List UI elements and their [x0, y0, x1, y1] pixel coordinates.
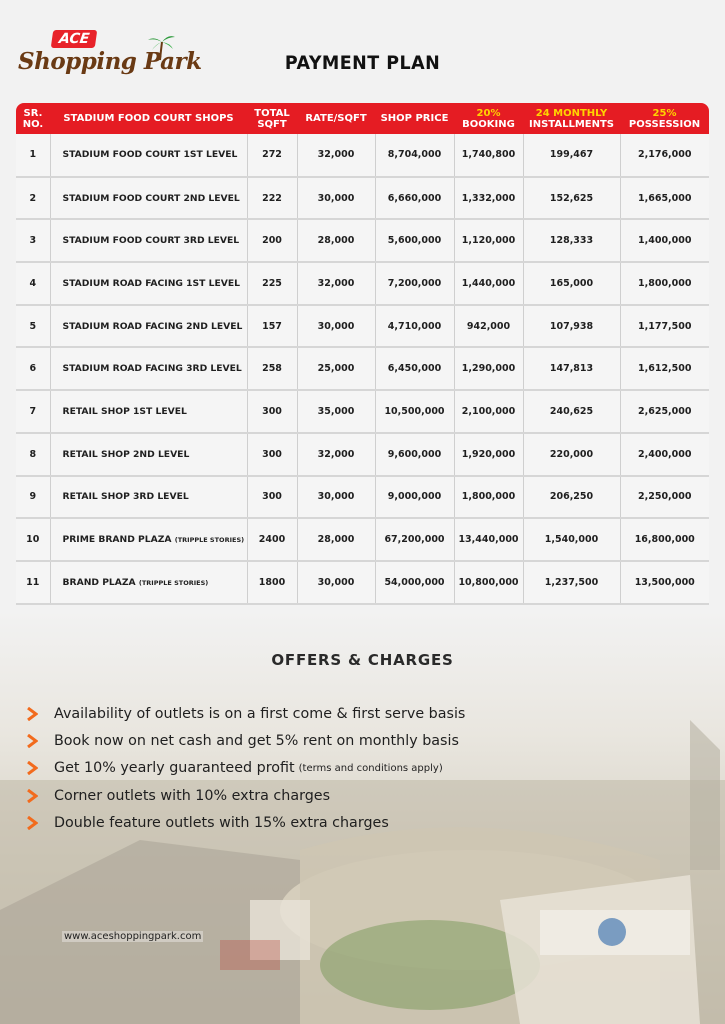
table-body — [16, 134, 709, 604]
chevron-right-icon — [26, 789, 54, 803]
row-shop-price: 6,450,000 — [375, 347, 454, 390]
row-sr-no: 3 — [16, 219, 50, 262]
row-shop-name — [50, 305, 247, 348]
row-total-sqft: 300 — [247, 476, 297, 519]
row-sr-no: 9 — [16, 476, 50, 519]
offer-text: Double feature outlets with 15% extra charges — [54, 814, 389, 831]
offers-title: OFFERS & CHARGES — [271, 651, 454, 669]
row-possession: 1,665,000 — [620, 177, 709, 220]
table-row — [16, 347, 709, 390]
shop-name-text: STADIUM ROAD FACING 2ND LEVEL — [62, 320, 243, 332]
row-rate-sqft: 28,000 — [297, 219, 375, 262]
row-shop-name — [50, 219, 247, 262]
row-rate-sqft: 30,000 — [297, 177, 375, 220]
header-total-sqft: TOTAL SQFT — [247, 103, 297, 134]
row-total-sqft: 225 — [247, 262, 297, 305]
row-shop-price: 67,200,000 — [375, 518, 454, 561]
table-row — [16, 262, 709, 305]
header-possession: 25% POSSESSION — [620, 103, 709, 134]
row-rate-sqft: 28,000 — [297, 518, 375, 561]
row-rate-sqft: 25,000 — [297, 347, 375, 390]
row-total-sqft: 222 — [247, 177, 297, 220]
row-shop-name — [50, 561, 247, 604]
logo-badge: ACE — [51, 30, 98, 48]
row-booking: 1,920,000 — [454, 433, 523, 476]
row-installments: 240,625 — [523, 390, 620, 433]
chevron-right-icon — [26, 734, 54, 748]
table-row — [16, 390, 709, 433]
shop-name-text: BRAND PLAZA — [62, 576, 136, 588]
row-sr-no: 10 — [16, 518, 50, 561]
table-row — [16, 177, 709, 220]
row-shop-price: 6,660,000 — [375, 177, 454, 220]
row-shop-price: 9,600,000 — [375, 433, 454, 476]
header-installments: 24 MONTHLY INSTALLMENTS — [523, 103, 620, 134]
offer-item — [26, 727, 586, 754]
row-shop-price: 54,000,000 — [375, 561, 454, 604]
row-booking: 10,800,000 — [454, 561, 523, 604]
row-total-sqft: 1800 — [247, 561, 297, 604]
row-booking: 942,000 — [454, 305, 523, 348]
row-shop-price: 7,200,000 — [375, 262, 454, 305]
row-possession: 16,800,000 — [620, 518, 709, 561]
table-row — [16, 476, 709, 519]
shop-name-text: STADIUM FOOD COURT 3RD LEVEL — [62, 235, 240, 247]
row-sr-no: 7 — [16, 390, 50, 433]
table-row — [16, 305, 709, 348]
table-header-row — [16, 103, 709, 134]
row-booking: 2,100,000 — [454, 390, 523, 433]
row-booking: 1,740,800 — [454, 134, 523, 177]
website-link[interactable]: www.aceshoppingpark.com — [64, 931, 202, 942]
offer-text: Corner outlets with 10% extra charges — [54, 787, 331, 804]
row-sr-no: 5 — [16, 305, 50, 348]
row-shop-name — [50, 518, 247, 561]
offer-text: Book now on net cash and get 5% rent on monthly basis — [54, 732, 459, 749]
row-possession: 2,625,000 — [620, 390, 709, 433]
row-installments: 152,625 — [523, 177, 620, 220]
offer-item — [26, 700, 586, 727]
payment-plan-table — [16, 103, 709, 605]
row-booking: 1,120,000 — [454, 219, 523, 262]
shop-name-text: RETAIL SHOP 3RD LEVEL — [62, 491, 189, 503]
row-shop-name — [50, 390, 247, 433]
row-possession: 1,800,000 — [620, 262, 709, 305]
shop-name-note: (TRIPPLE STORIES) — [138, 578, 209, 587]
row-sr-no: 11 — [16, 561, 50, 604]
row-total-sqft: 2400 — [247, 518, 297, 561]
row-possession: 2,400,000 — [620, 433, 709, 476]
row-rate-sqft: 32,000 — [297, 433, 375, 476]
row-sr-no: 2 — [16, 177, 50, 220]
chevron-right-icon — [26, 707, 54, 721]
table-row — [16, 219, 709, 262]
table-row — [16, 433, 709, 476]
row-total-sqft: 300 — [247, 433, 297, 476]
chevron-right-icon — [26, 816, 54, 830]
table-row — [16, 518, 709, 561]
row-installments: 128,333 — [523, 219, 620, 262]
row-booking: 1,800,000 — [454, 476, 523, 519]
chevron-right-icon — [26, 761, 54, 775]
row-shop-price: 10,500,000 — [375, 390, 454, 433]
header-shops: STADIUM FOOD COURT SHOPS — [50, 103, 247, 134]
row-possession: 1,177,500 — [620, 305, 709, 348]
logo-text: Shopping Park — [18, 48, 202, 75]
header-sr-no: SR. NO. — [16, 103, 50, 134]
row-possession: 13,500,000 — [620, 561, 709, 604]
row-total-sqft: 200 — [247, 219, 297, 262]
row-installments: 220,000 — [523, 433, 620, 476]
offer-item — [26, 755, 586, 782]
header-rate-sqft: RATE/SQFT — [297, 103, 375, 134]
row-total-sqft: 258 — [247, 347, 297, 390]
row-total-sqft: 300 — [247, 390, 297, 433]
row-shop-name — [50, 134, 247, 177]
row-total-sqft: 157 — [247, 305, 297, 348]
row-sr-no: 1 — [16, 134, 50, 177]
row-booking: 1,440,000 — [454, 262, 523, 305]
shop-name-note: (TRIPPLE STORIES) — [174, 536, 245, 545]
row-installments: 1,237,500 — [523, 561, 620, 604]
table-row — [16, 134, 709, 177]
row-shop-price: 4,710,000 — [375, 305, 454, 348]
row-rate-sqft: 30,000 — [297, 561, 375, 604]
row-installments: 107,938 — [523, 305, 620, 348]
page-title: PAYMENT PLAN — [284, 52, 441, 74]
offers-list — [26, 700, 586, 836]
row-installments: 147,813 — [523, 347, 620, 390]
row-sr-no: 6 — [16, 347, 50, 390]
row-installments: 206,250 — [523, 476, 620, 519]
offer-item — [26, 782, 586, 809]
row-possession: 1,612,500 — [620, 347, 709, 390]
row-rate-sqft: 32,000 — [297, 262, 375, 305]
row-shop-name — [50, 262, 247, 305]
row-shop-name — [50, 433, 247, 476]
table-row — [16, 561, 709, 604]
header-shop-price: SHOP PRICE — [375, 103, 454, 134]
row-shop-price: 9,000,000 — [375, 476, 454, 519]
row-possession: 2,176,000 — [620, 134, 709, 177]
row-possession: 1,400,000 — [620, 219, 709, 262]
row-installments: 199,467 — [523, 134, 620, 177]
row-shop-name — [50, 476, 247, 519]
offer-item — [26, 809, 586, 836]
row-shop-name — [50, 347, 247, 390]
row-sr-no: 8 — [16, 433, 50, 476]
offer-note: (terms and conditions apply) — [298, 762, 443, 774]
row-rate-sqft: 32,000 — [297, 134, 375, 177]
row-rate-sqft: 30,000 — [297, 305, 375, 348]
row-rate-sqft: 30,000 — [297, 476, 375, 519]
row-booking: 13,440,000 — [454, 518, 523, 561]
shop-name-text: PRIME BRAND PLAZA — [62, 534, 172, 546]
row-booking: 1,332,000 — [454, 177, 523, 220]
header-booking: 20% BOOKING — [454, 103, 523, 134]
row-shop-name — [50, 177, 247, 220]
shop-name-text: STADIUM FOOD COURT 2ND LEVEL — [62, 192, 240, 204]
shop-name-text: STADIUM FOOD COURT 1ST LEVEL — [62, 149, 238, 161]
shop-name-text: RETAIL SHOP 1ST LEVEL — [62, 405, 187, 417]
row-shop-price: 8,704,000 — [375, 134, 454, 177]
row-possession: 2,250,000 — [620, 476, 709, 519]
row-installments: 1,540,000 — [523, 518, 620, 561]
row-booking: 1,290,000 — [454, 347, 523, 390]
row-installments: 165,000 — [523, 262, 620, 305]
offer-text: Availability of outlets is on a first come & first serve basis — [54, 705, 466, 722]
shop-name-text: STADIUM ROAD FACING 1ST LEVEL — [62, 277, 240, 289]
row-total-sqft: 272 — [247, 134, 297, 177]
offer-text: Get 10% yearly guaranteed profit — [54, 760, 295, 777]
shop-name-text: RETAIL SHOP 2ND LEVEL — [62, 448, 190, 460]
row-shop-price: 5,600,000 — [375, 219, 454, 262]
row-rate-sqft: 35,000 — [297, 390, 375, 433]
row-sr-no: 4 — [16, 262, 50, 305]
shop-name-text: STADIUM ROAD FACING 3RD LEVEL — [62, 363, 242, 375]
